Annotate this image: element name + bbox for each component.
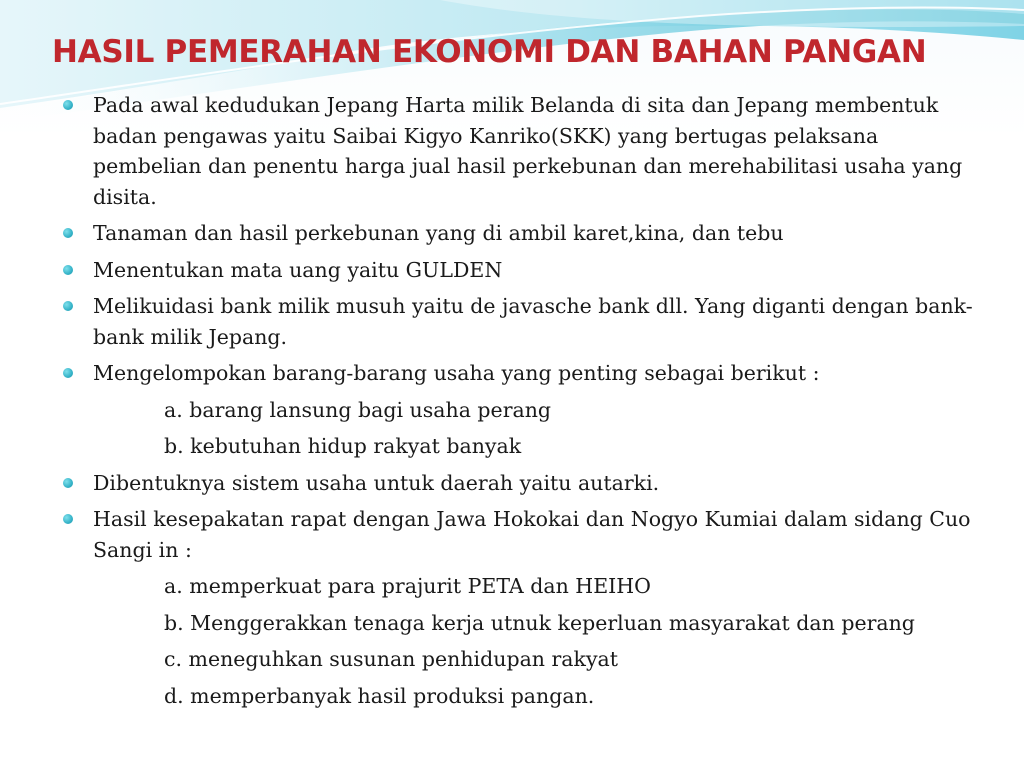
sub-item: a. memperkuat para prajurit PETA dan HEIHO: [164, 574, 651, 598]
sub-item: d. memperbanyak hasil produksi pangan.: [164, 683, 595, 708]
sub-item: c. meneguhkan susunan penhidupan rakyat: [164, 647, 618, 671]
bullet-dot-icon: [63, 514, 73, 524]
bullet-dot-icon: [63, 228, 73, 238]
bullet-dot-icon: [63, 265, 73, 275]
bullet-item: [60, 468, 990, 499]
bullet-item: [60, 90, 990, 212]
slide-title: HASIL PEMERAHAN EKONOMI DAN BAHAN PANGAN: [52, 34, 927, 70]
bullet-text: Dibentuknya sistem usaha untuk daerah yaitu autarki.: [93, 470, 660, 495]
sub-item: a. barang lansung bagi usaha perang: [164, 397, 552, 422]
sub-item: b. kebutuhan hidup rakyat banyak: [164, 434, 522, 458]
bullet-dot-icon: [63, 368, 73, 378]
bullet-text: Tanaman dan hasil perkebunan yang di ambil karet,kina, dan tebu: [93, 221, 784, 245]
bullet-text: Mengelompokan barang-barang usaha yang penting sebagai berikut :: [93, 361, 820, 385]
bullet-item: [60, 358, 990, 389]
bullet-text: Pada awal kedudukan Jepang Harta milik Belanda di sita dan Jepang membentuk badan pengawas yaitu Saibai Kigyo Kanriko(SKK) yang bertugas pelaksana pembelian dan penentu harga jual hasil perkebunan dan merehabilitasi usaha yang disita.: [93, 93, 963, 209]
bullet-text: Melikuidasi bank milik musuh yaitu de javasche bank dll. Yang diganti dengan bank-bank milik Jepang.: [93, 294, 973, 349]
bullet-item: [60, 504, 990, 565]
bullet-item: [60, 255, 990, 286]
bullet-dot-icon: [63, 301, 73, 311]
bullet-text: Menentukan mata uang yaitu GULDEN: [93, 257, 503, 282]
bullet-item: [60, 291, 990, 352]
bullet-dot-icon: [63, 100, 73, 110]
bullet-item: [60, 218, 990, 249]
bullet-text: Hasil kesepakatan rapat dengan Jawa Hokokai dan Nogyo Kumiai dalam sidang Cuo Sangi in :: [93, 507, 971, 562]
sub-item: b. Menggerakkan tenaga kerja utnuk keperluan masyarakat dan perang: [164, 610, 915, 635]
slide-content: [60, 90, 990, 717]
bullet-dot-icon: [63, 478, 73, 488]
